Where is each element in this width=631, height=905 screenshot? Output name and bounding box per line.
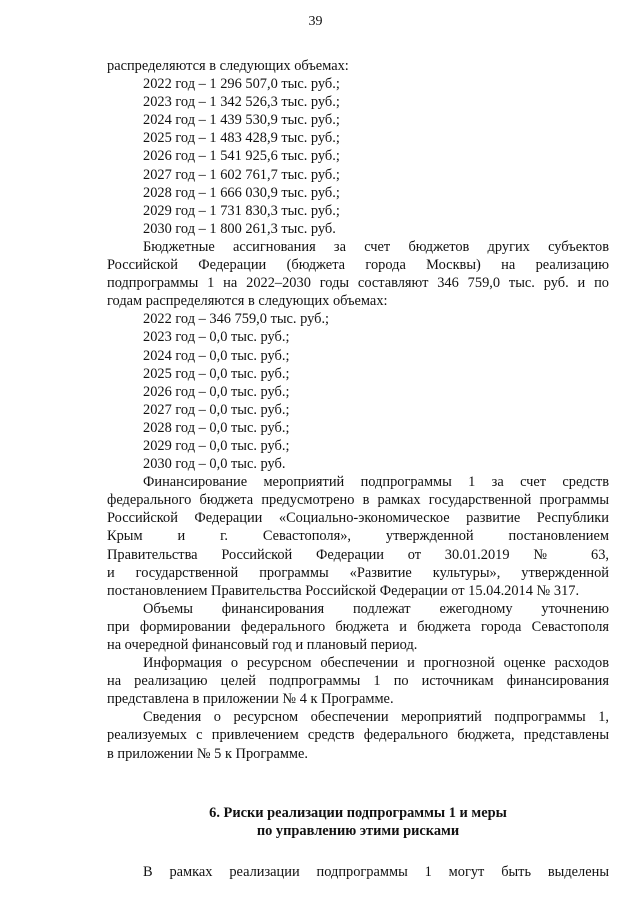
paragraph-line: Информация о ресурсном обеспечении и прогнозной оценке расходов — [143, 655, 609, 672]
moscow-budget-list — [107, 310, 609, 473]
paragraph-risks: В рамках реализации подпрограммы 1 могут быть выделены — [143, 863, 609, 880]
document-body — [107, 57, 609, 881]
list-item: 2024 год – 0,0 тыс. руб.; — [143, 347, 290, 364]
list-item: 2023 год – 1 342 526,3 тыс. руб.; — [143, 94, 340, 111]
list-item: 2030 год – 0,0 тыс. руб. — [143, 456, 286, 473]
list-item: 2029 год – 0,0 тыс. руб.; — [143, 437, 290, 454]
paragraph-line: федерального бюджета предусмотрено в рамках государственной программы — [107, 492, 609, 509]
paragraph-line: представлена в приложении № 4 к Программе. — [107, 691, 394, 708]
heading-line: 6. Риски реализации подпрограммы 1 и меры — [209, 804, 507, 821]
list-item: 2027 год – 0,0 тыс. руб.; — [143, 401, 290, 418]
list-item: 2025 год – 0,0 тыс. руб.; — [143, 365, 290, 382]
paragraph-line: Российской Федерации «Социально-экономическое развитие Республики — [107, 510, 609, 527]
paragraph-line: на очередной финансовый год и плановый период. — [107, 637, 418, 653]
paragraph-line: на реализацию целей подпрограммы 1 по источникам финансирования — [107, 673, 609, 690]
federal-budget-list — [107, 75, 609, 238]
paragraph-line: Финансирование мероприятий подпрограммы 1 за счет средств — [143, 474, 609, 491]
paragraph-line: Крым и г. Севастополя», утвержденной постановлением — [107, 528, 609, 545]
paragraph-volumes — [107, 600, 609, 654]
paragraph-line: постановлением Правительства Российской Федерации от 15.04.2014 № 317. — [107, 582, 580, 599]
list-item: 2027 год – 1 602 761,7 тыс. руб.; — [143, 166, 340, 183]
paragraph-line: Российской Федерации (бюджета города Москвы) на реализацию — [107, 257, 609, 274]
paragraph-details — [107, 708, 609, 762]
list-item: 2029 год – 1 731 830,3 тыс. руб.; — [143, 202, 340, 219]
list-item: 2026 год – 1 541 925,6 тыс. руб.; — [143, 148, 340, 165]
paragraph-line: в приложении № 5 к Программе. — [107, 745, 309, 762]
paragraph-line: Объемы финансирования подлежат ежегодному уточнению — [143, 600, 609, 617]
paragraph-line: подпрограммы 1 на 2022–2030 годы составляют 346 759,0 тыс. руб. и по — [107, 275, 609, 292]
list-item: 2022 год – 1 296 507,0 тыс. руб.; — [143, 76, 340, 93]
list-item: 2028 год – 0,0 тыс. руб.; — [143, 419, 290, 436]
page-number: 39 — [308, 14, 323, 29]
paragraph-info — [107, 654, 609, 708]
paragraph-financing — [107, 473, 609, 600]
paragraph-line: реализуемых с привлечением средств федерального бюджета, представлены — [107, 727, 609, 744]
section-heading — [107, 804, 609, 840]
heading-line: по управлению этими рисками — [256, 822, 460, 839]
paragraph-line: годам распределяются в следующих объемах: — [107, 293, 388, 310]
paragraph-line: Сведения о ресурсном обеспечении мероприятий подпрограммы 1, — [143, 709, 609, 726]
paragraph-line: Бюджетные ассигнования за счет бюджетов других субъектов — [143, 238, 609, 255]
list-item: 2022 год – 346 759,0 тыс. руб.; — [143, 311, 330, 328]
intro-line: распределяются в следующих объемах: — [107, 58, 349, 74]
list-item: 2024 год – 1 439 530,9 тыс. руб.; — [143, 112, 340, 129]
paragraph-line: при формировании федерального бюджета и бюджета города Севастополя — [107, 618, 609, 635]
list-item: 2023 год – 0,0 тыс. руб.; — [143, 329, 290, 346]
list-item: 2028 год – 1 666 030,9 тыс. руб.; — [143, 184, 340, 201]
paragraph-line: Правительства Российской Федерации от 30.01.2019 № 63, — [107, 546, 609, 563]
paragraph-other-subjects — [107, 238, 609, 310]
list-item: 2025 год – 1 483 428,9 тыс. руб.; — [143, 130, 340, 147]
paragraph-line: и государственной программы «Развитие культуры», утвержденной — [107, 564, 609, 581]
list-item: 2026 год – 0,0 тыс. руб.; — [143, 383, 290, 400]
list-item: 2030 год – 1 800 261,3 тыс. руб. — [143, 220, 336, 237]
